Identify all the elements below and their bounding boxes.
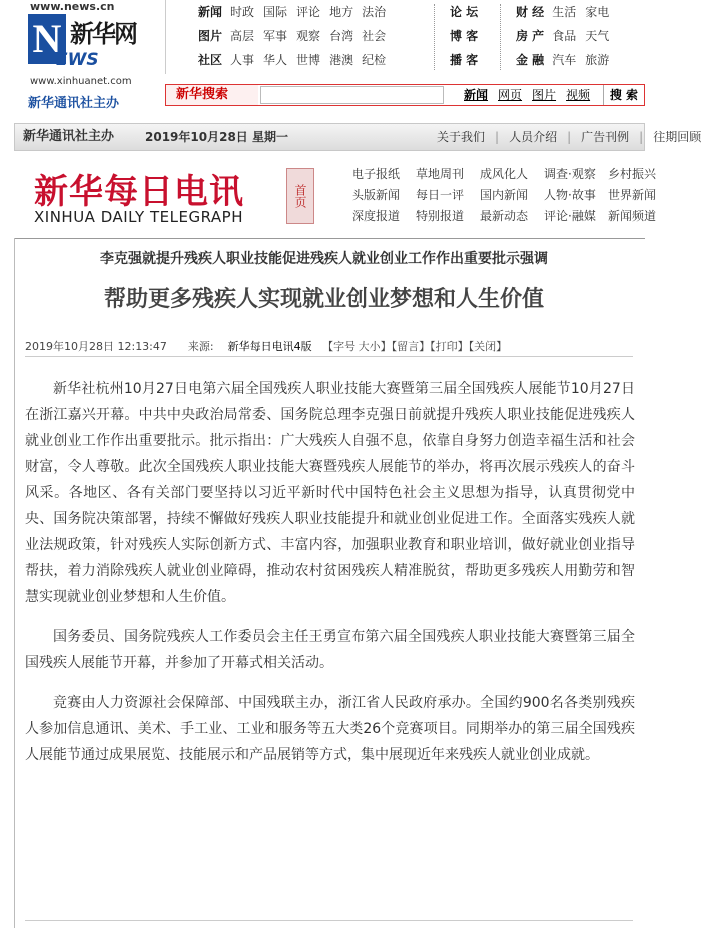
logo-url-bottom: www.xinhuanet.com [30,76,132,87]
nav-link[interactable]: 华人 [263,53,288,67]
nav-link[interactable]: 天气 [585,29,610,43]
nav-link[interactable]: 生活 [552,5,577,19]
nav-link[interactable]: 时政 [230,5,255,19]
nav-link[interactable]: 评论 [296,5,321,19]
search-type-options [464,85,600,105]
info-bar [14,123,702,151]
section-row [352,185,672,206]
nav-link[interactable]: 军事 [263,29,288,43]
nav-row [198,48,395,72]
logo-brand-cn: 新华网 [70,20,136,48]
section-link[interactable]: 调查·观察 [544,167,596,181]
nav-link[interactable]: 食品 [552,29,577,43]
search-option-images[interactable]: 图片 [532,88,557,102]
search-input[interactable] [260,86,444,104]
section-link[interactable]: 最新动态 [480,209,529,223]
section-link[interactable]: 新闻频道 [608,209,657,223]
section-link[interactable]: 电子报纸 [352,167,401,181]
separator: | [567,130,572,144]
nav-link[interactable]: 社会 [362,29,387,43]
article-paragraph: 新华社杭州10月27日电第六届全国残疾人职业技能大赛暨第三届全国残疾人展能节10月27日在浙江嘉兴开幕。中共中央政治局常委、国务院总理李克强日前就提升残疾人职业技能促进残疾人就业创业工作作出重要批示。批示指出：广大残疾人自强不息，依靠自身努力创造幸福生活和社会财富，令人尊敬。此次全国残疾人职业技能大赛暨残疾人展能节的举办，将再次展示残疾人的奋斗风采。各地区、各有关部门要坚持以习近平新时代中国特色社会主义思想为指导，认真贯彻党中央、国务院决策部署，持续不懈做好残疾人职业技能提升和就业创业促进工作。全面落实残疾人就业法规政策，针对残疾人实际创新方式、丰富内容，加强职业教育和职业培训，做好就业创业指导帮扶，着力消除残疾人就业创业障碍，推动农村贫困残疾人精准脱贫，帮助更多残疾人用勤劳和智慧实现就业创业梦想和人生价值。 [25,381,635,605]
search-option-web[interactable]: 网页 [498,88,523,102]
nav-column-finance [516,0,618,74]
nav-link[interactable]: 世博 [296,53,321,67]
xinhuanet-logo[interactable] [22,0,162,112]
section-link[interactable]: 乡村振兴 [608,167,657,181]
section-row [352,206,672,227]
article-headline: 帮助更多残疾人实现就业创业梦想和人生价值 [103,286,544,312]
article-tools[interactable]: 【字号 大小】【留言】【打印】【关闭】 [322,340,508,353]
section-link[interactable]: 草地周刊 [416,167,465,181]
logo-sponsor: 新华通讯社主办 [28,96,120,111]
nav-link[interactable]: 国际 [263,5,288,19]
nav-head[interactable]: 财 经 [516,5,545,19]
article-footer-divider [25,920,633,921]
article-paragraph: 国务委员、国务院残疾人工作委员会主任王勇宣布第六届全国残疾人职业技能大赛暨第三届全国残疾人展能节开幕，并参加了开幕式相关活动。 [25,629,635,671]
search-bar [165,84,645,106]
nav-link[interactable]: 地方 [329,5,354,19]
article [14,238,645,928]
masthead-english: XINHUA DAILY TELEGRAPH [34,208,243,226]
nav-head[interactable]: 图片 [198,29,223,43]
section-link[interactable]: 每日一评 [416,188,465,202]
section-link[interactable]: 特别报道 [416,209,465,223]
search-label: 新华搜索 [166,85,258,105]
separator: | [639,130,644,144]
nav-link[interactable]: 汽车 [552,53,577,67]
logo-url-top: www.news.cn [30,0,115,13]
home-seal-icon[interactable]: 首页 [286,168,314,224]
article-source-label: 来源: [187,340,214,353]
nav-row [450,0,486,24]
separator: | [495,130,500,144]
section-link[interactable]: 成风化人 [480,167,529,181]
section-link[interactable]: 深度报道 [352,209,401,223]
nav-row [198,0,395,24]
nav-row [198,24,395,48]
nav-link[interactable]: 家电 [585,5,610,19]
section-link[interactable]: 人物·故事 [544,188,596,202]
nav-head[interactable]: 博 客 [450,29,479,43]
nav-head[interactable]: 播 客 [450,53,479,67]
nav-column-news [198,0,395,74]
nav-head[interactable]: 论 坛 [450,5,479,19]
search-option-news[interactable]: 新闻 [464,88,489,102]
nav-row [450,24,486,48]
info-bar-sponsor: 新华通讯社主办 [23,129,115,144]
nav-row [516,24,618,48]
section-link[interactable]: 评论·融媒 [544,209,596,223]
link-about-us[interactable]: 关于我们 [437,130,486,144]
article-source[interactable]: 新华每日电讯4版 [227,340,312,353]
search-button[interactable]: 搜 索 [603,85,644,105]
link-staff[interactable]: 人员介绍 [509,130,558,144]
masthead-title[interactable]: 新华每日电讯 [34,174,244,211]
article-time: 2019年10月28日 12:13:47 [25,340,167,353]
section-link[interactable]: 世界新闻 [608,188,657,202]
article-kicker: 李克强就提升残疾人职业技能促进残疾人就业创业工作作出重要批示强调 [100,251,548,267]
nav-link[interactable]: 台湾 [329,29,354,43]
nav-head[interactable]: 社区 [198,53,223,67]
nav-link[interactable]: 旅游 [585,53,610,67]
masthead-section-links [352,164,672,227]
nav-divider [500,4,501,70]
nav-divider [434,4,435,70]
nav-head[interactable]: 新闻 [198,5,223,19]
nav-link[interactable]: 法治 [362,5,387,19]
section-link[interactable]: 头版新闻 [352,188,401,202]
nav-row [450,48,486,72]
masthead [14,160,657,232]
article-paragraph: 竞赛由人力资源社会保障部、中国残联主办，浙江省人民政府承办。全国约900名各类别残疾人参加信息通讯、美术、手工业、工业和服务等五大类26个竞赛项目。同期举办的第三届全国残疾人展能节通过成果展览、技能展示和产品展销等方式，集中展现近年来残疾人就业创业成就。 [25,695,635,763]
info-bar-links [437,124,711,150]
article-meta [25,338,633,354]
nav-link[interactable]: 观察 [296,29,321,43]
article-body [25,376,635,782]
nav-row [516,48,618,72]
nav-head[interactable]: 房 产 [516,29,545,43]
nav-link[interactable]: 人事 [230,53,255,67]
logo-brand-en: EWS [56,50,99,70]
nav-head[interactable]: 金 融 [516,53,545,67]
nav-link[interactable]: 高层 [230,29,255,43]
nav-link[interactable]: 港澳 [329,53,354,67]
search-option-video[interactable]: 视频 [566,88,591,102]
section-row [352,164,672,185]
link-ad-rates[interactable]: 广告刊例 [581,130,630,144]
section-link[interactable]: 国内新闻 [480,188,529,202]
logo-letter: N [28,14,66,64]
info-bar-date: 2019年10月28日 星期一 [145,130,288,144]
site-header [0,0,645,118]
nav-row [516,0,618,24]
nav-link[interactable]: 纪检 [362,53,387,67]
link-archive[interactable]: 往期回顾 [653,130,702,144]
meta-divider [25,356,633,357]
channel-nav [165,0,645,74]
nav-column-community [450,0,486,74]
